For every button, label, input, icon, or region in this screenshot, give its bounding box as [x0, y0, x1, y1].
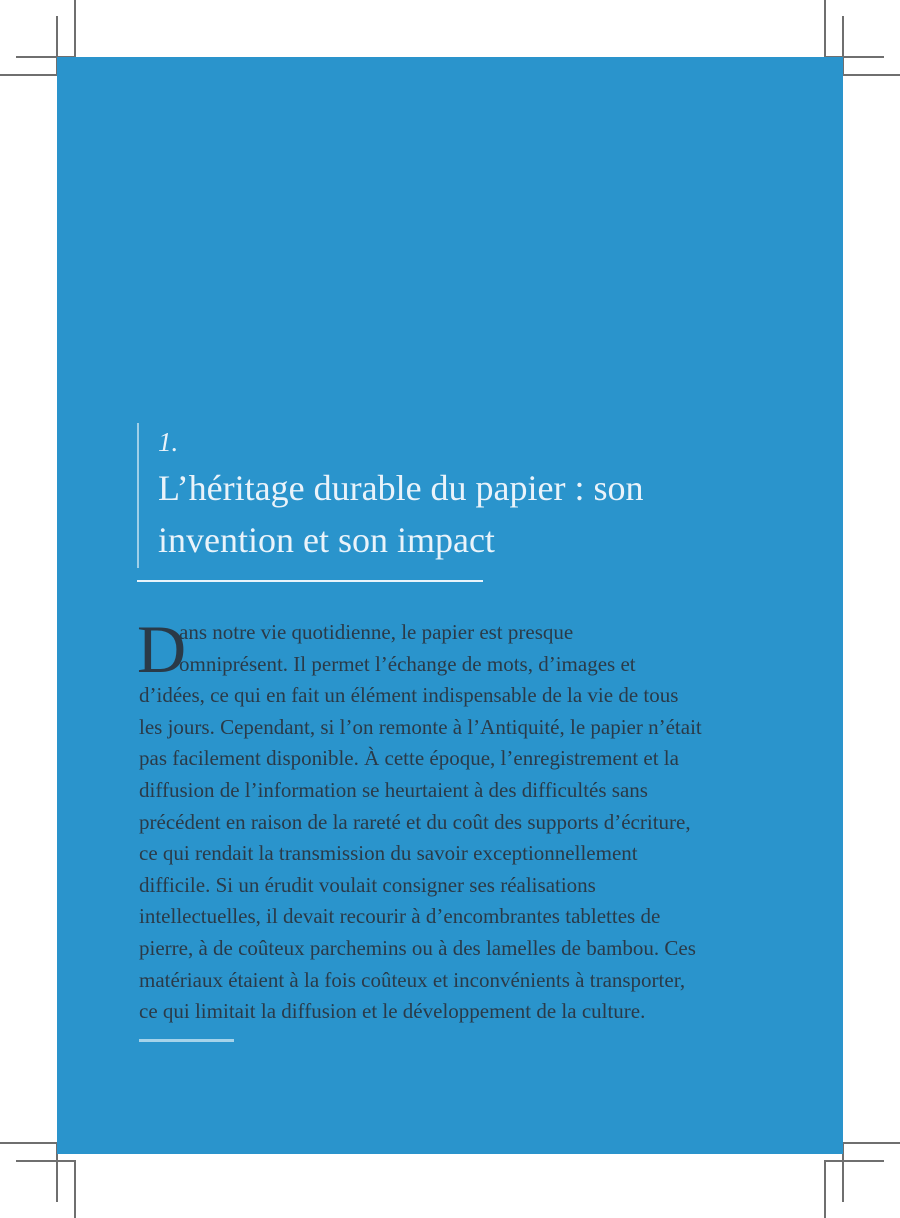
paragraph-line: intellectuelles, il devait recourir à d’encombrantes tablettes de [139, 904, 661, 929]
trim-mark [842, 1142, 900, 1144]
paragraph-line: matériaux étaient à la fois coûteux et inconvénients à transporter, [139, 967, 686, 992]
paragraph-line: pierre, à de coûteux parchemins ou à des lamelles de bambou. Ces [139, 935, 696, 960]
trim-mark [0, 1142, 58, 1144]
paragraph-line: pas facilement disponible. À cette époque, l’enregistrement et la [139, 746, 679, 771]
trim-mark [824, 1160, 826, 1218]
trim-mark [824, 0, 826, 58]
chapter-number: 1. [158, 427, 179, 457]
trim-mark [842, 74, 900, 76]
paragraph-line: d’idées, ce qui en fait un élément indispensable de la vie de tous [139, 683, 679, 708]
paragraph-line: difficile. Si un érudit voulait consigner ses réalisations [139, 872, 596, 897]
trim-mark [74, 0, 76, 58]
paragraph-line: ce qui limitait la diffusion et le développement de la culture. [139, 999, 646, 1024]
section-end-rule [139, 1039, 234, 1042]
trim-mark [74, 1160, 76, 1218]
paragraph-lines [137, 611, 779, 1028]
paragraph-line: omniprésent. Il permet l’échange de mots, d’images et [179, 651, 636, 676]
title-underline-rule [137, 580, 483, 582]
chapter-title [158, 462, 798, 566]
paragraph-line: diffusion de l’information se heurtaient à des difficultés sans [139, 777, 648, 802]
chapter-title-line: invention et son impact [158, 520, 495, 560]
paragraph-line: ans notre vie quotidienne, le papier est presque [179, 620, 574, 644]
paragraph-line: ce qui rendait la transmission du savoir exceptionnellement [139, 841, 638, 866]
paragraph-line: précédent en raison de la rareté et du coût des supports d’écriture, [139, 809, 691, 834]
chapter-accent-bar [137, 423, 139, 568]
book-page [57, 57, 843, 1154]
paragraph-line: les jours. Cependant, si l’on remonte à l’Antiquité, le papier n’était [139, 714, 702, 739]
trim-mark [0, 74, 58, 76]
chapter-title-line: L’héritage durable du papier : son [158, 468, 644, 508]
trim-mark [16, 1160, 76, 1162]
trim-mark [824, 1160, 884, 1162]
drop-cap-letter: D [137, 611, 187, 687]
